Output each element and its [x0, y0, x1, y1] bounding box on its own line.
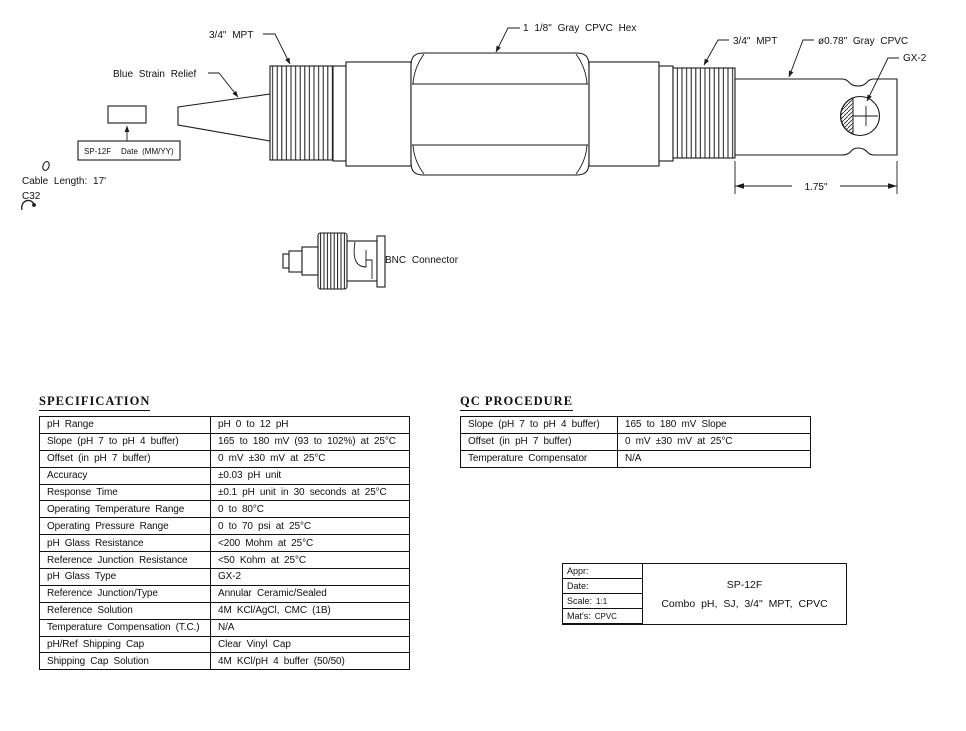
cable-length-label: Cable Length: 17' — [22, 176, 107, 187]
qc-parameter: Offset (in pH 7 buffer) — [461, 433, 618, 450]
spec-parameter: Response Time — [40, 484, 211, 501]
collar-left — [333, 66, 346, 161]
qc-row — [461, 417, 811, 434]
qc-value: 0 mV ±30 mV at 25°C — [618, 433, 811, 450]
spec-row — [40, 535, 410, 552]
title-block-part-info — [643, 564, 846, 624]
spec-row — [40, 450, 410, 467]
leader-body-dia — [789, 40, 814, 77]
title-block — [562, 563, 847, 625]
qc-procedure-section — [460, 392, 811, 468]
qc-value: 165 to 180 mV Slope — [618, 417, 811, 434]
qc-parameter: Slope (pH 7 to pH 4 buffer) — [461, 417, 618, 434]
spec-parameter: pH/Ref Shipping Cap — [40, 636, 211, 653]
spec-parameter: pH Glass Type — [40, 569, 211, 586]
thread-left — [270, 66, 333, 160]
spec-parameter: Offset (in pH 7 buffer) — [40, 450, 211, 467]
field-value: 1:1 — [596, 596, 608, 606]
tag-date-label: Date (MM/YY) — [121, 147, 174, 156]
mpt-right-label: 3/4" MPT — [733, 36, 778, 47]
spec-parameter: Temperature Compensation (T.C.) — [40, 619, 211, 636]
qc-procedure-title: QC PROCEDURE — [460, 394, 573, 411]
spec-row — [40, 585, 410, 602]
mpt-left-label: 3/4" MPT — [209, 30, 254, 41]
title-block-fields — [563, 564, 643, 624]
spec-row — [40, 518, 410, 535]
probe-assembly-drawing — [0, 0, 966, 340]
spec-value: 0 to 70 psi at 25°C — [211, 518, 410, 535]
spec-value: ±0.1 pH unit in 30 seconds at 25°C — [211, 484, 410, 501]
spec-value: 165 to 180 mV (93 to 102%) at 25°C — [211, 433, 410, 450]
spec-row — [40, 501, 410, 518]
bnc-connector — [283, 233, 385, 289]
spec-value: <50 Kohm at 25°C — [211, 552, 410, 569]
field-label: Date: — [567, 581, 589, 591]
spec-parameter: pH Glass Resistance — [40, 535, 211, 552]
bnc-knurled-ring — [318, 233, 347, 289]
spec-value: Clear Vinyl Cap — [211, 636, 410, 653]
spec-value: 4M KCl/AgCl, CMC (1B) — [211, 602, 410, 619]
part-description: Combo pH, SJ, 3/4" MPT, CPVC — [661, 597, 828, 610]
dimension-1-75 — [735, 161, 897, 194]
spec-value: pH 0 to 12 pH — [211, 417, 410, 434]
spec-row — [40, 417, 410, 434]
spec-value: <200 Mohm at 25°C — [211, 535, 410, 552]
qc-parameter: Temperature Compensator — [461, 450, 618, 467]
cylinder-left — [346, 62, 411, 166]
spec-value: ±0.03 pH unit — [211, 467, 410, 484]
collar-right — [659, 66, 673, 161]
title-block-field — [563, 579, 642, 594]
spec-row — [40, 569, 410, 586]
spec-value: 0 mV ±30 mV at 25°C — [211, 450, 410, 467]
spec-row — [40, 552, 410, 569]
body-dia-label: ø0.78" Gray CPVC — [818, 36, 909, 47]
spec-parameter: Operating Temperature Range — [40, 501, 211, 518]
spec-value: Annular Ceramic/Sealed — [211, 585, 410, 602]
spec-row — [40, 653, 410, 670]
dim-length-label: 1.75" — [804, 182, 828, 193]
spec-parameter: Reference Junction/Type — [40, 585, 211, 602]
spec-parameter: Shipping Cap Solution — [40, 653, 211, 670]
model-date-callout — [78, 126, 180, 160]
spec-value: GX-2 — [211, 569, 410, 586]
strain-relief — [178, 94, 270, 141]
bnc-label: BNC Connector — [385, 255, 459, 266]
spec-row — [40, 602, 410, 619]
spec-parameter: Operating Pressure Range — [40, 518, 211, 535]
specification-table — [39, 416, 410, 670]
specification-title: SPECIFICATION — [39, 394, 150, 411]
thread-right — [673, 68, 735, 158]
title-block-field — [563, 594, 642, 609]
tag-model-label: SP-12F — [84, 147, 112, 156]
spec-value: 0 to 80°C — [211, 501, 410, 518]
spec-row — [40, 636, 410, 653]
leader-hex — [496, 28, 520, 52]
spec-parameter: Reference Junction Resistance — [40, 552, 211, 569]
qc-row — [461, 433, 811, 450]
leader-mpt-right — [704, 40, 729, 65]
sensor-cable-lower — [22, 200, 285, 260]
gx2-glass-bulb — [841, 97, 880, 136]
spec-parameter: pH Range — [40, 417, 211, 434]
spec-parameter: Reference Solution — [40, 602, 211, 619]
spec-row — [40, 433, 410, 450]
title-block-field — [563, 609, 642, 624]
spec-value: N/A — [211, 619, 410, 636]
cylinder-right — [589, 62, 659, 166]
gx2-label: GX-2 — [903, 53, 927, 64]
field-label: Scale: — [567, 596, 593, 606]
hex-label: 1 1/8" Gray CPVC Hex — [523, 23, 637, 34]
specification-section — [39, 392, 410, 670]
qc-value: N/A — [618, 450, 811, 467]
qc-procedure-table — [460, 416, 811, 468]
hex-body — [411, 53, 589, 175]
field-value: CPVC — [594, 611, 617, 621]
leader-strain-relief — [208, 73, 238, 97]
cable-type-label: C32 — [22, 191, 41, 202]
leader-mpt-left — [263, 34, 290, 64]
spec-row — [40, 467, 410, 484]
qc-row — [461, 450, 811, 467]
field-label: Mat's: — [567, 611, 591, 621]
spec-row — [40, 619, 410, 636]
spec-row — [40, 484, 410, 501]
cable-date-tag — [108, 106, 146, 123]
spec-parameter: Slope (pH 7 to pH 4 buffer) — [40, 433, 211, 450]
title-block-field — [563, 564, 642, 579]
strain-relief-label: Blue Strain Relief — [113, 69, 197, 80]
spec-value: 4M KCl/pH 4 buffer (50/50) — [211, 653, 410, 670]
part-number: SP-12F — [726, 578, 763, 591]
field-label: Appr: — [567, 566, 589, 576]
spec-parameter: Accuracy — [40, 467, 211, 484]
